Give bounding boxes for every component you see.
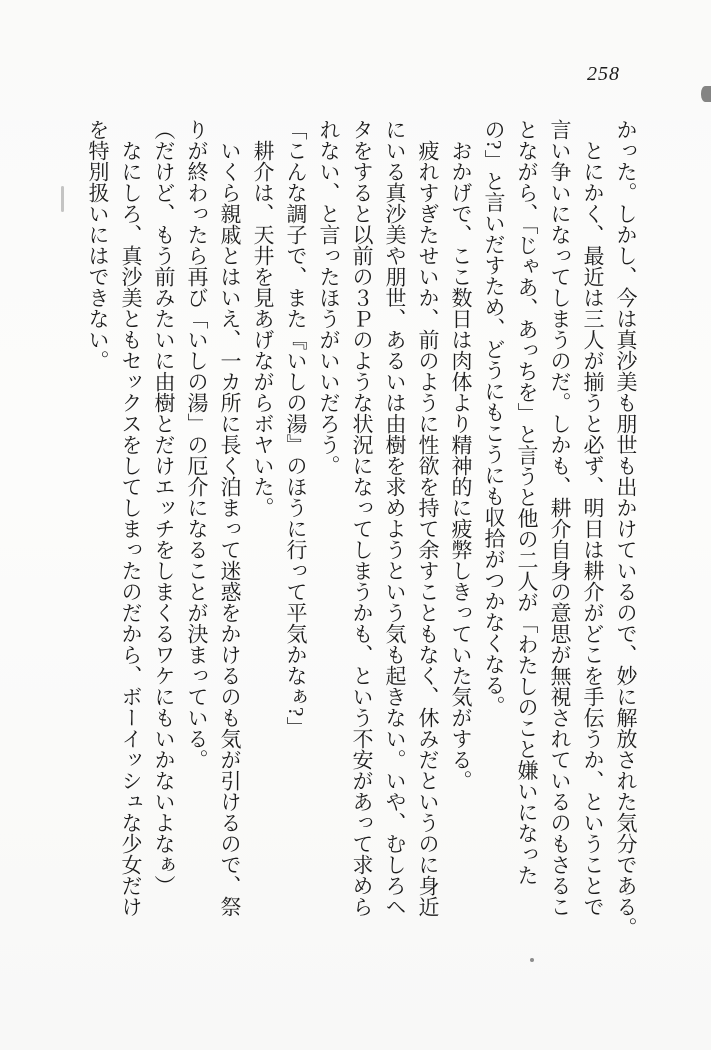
text-line: を特別扱いにはできない。 (86, 119, 110, 371)
text-line: かった。しかし、今は真沙美も朋世も出かけているので、妙に解放された気分である。 (614, 119, 638, 938)
text-line: （だけど、もう前みたいに由樹とだけエッチをしまくるワケにもいかないよなぁ） (152, 119, 176, 896)
page-text-block (80, 119, 642, 953)
text-line: とにかく、最近は三人が揃うと必ず、明日は耕介がどこを手伝うか、ということで (581, 119, 605, 917)
text-line: 「こんな調子で、また『いしの湯』のほうに行って平気かなぁ?」 (284, 119, 308, 738)
text-line: おかげで、ここ数日は肉体より精神的に疲弊しきっていた気がする。 (449, 119, 473, 791)
text-line: の?」と言いだすため、どうにもこうにも収拾がつかなくなる。 (482, 119, 506, 717)
text-line: 耕介は、天井を見あげながらボヤいた。 (251, 119, 275, 518)
text-line: いくら親戚とはいえ、一カ所に長く泊まって迷惑をかけるのも気が引けるので、祭 (218, 119, 242, 917)
text-line: にいる真沙美や朋世、あるいは由樹を求めようという気も起きない。いや、むしろヘ (383, 119, 407, 917)
text-line: なにしろ、真沙美ともセックスをしてしまったのだから、ボーイッシュな少女だけ (119, 119, 143, 917)
scan-speck (530, 958, 534, 962)
scan-edge-mark (61, 186, 64, 212)
scan-smudge (701, 86, 711, 102)
text-line: 言い争いになってしまうのだ。しかも、耕介自身の意思が無視されているのもさるこ (548, 119, 572, 917)
text-line: 疲れすぎたせいか、前のように性欲を持て余すこともなく、休みだというのに身近 (416, 119, 440, 917)
text-line: りが終わったら再び「いしの湯」の厄介になることが決まっている。 (185, 119, 209, 770)
text-line: れない、と言ったほうがいいだろう。 (317, 119, 341, 476)
text-line: タをすると以前の３Ｐのような状況になってしまうかも、という不安があって求めら (350, 119, 374, 917)
page-number: 258 (587, 63, 620, 85)
text-line: とながら、「じゃあ、あっちを」と言うと他の二人が「わたしのこと嫌いになった (515, 119, 539, 886)
